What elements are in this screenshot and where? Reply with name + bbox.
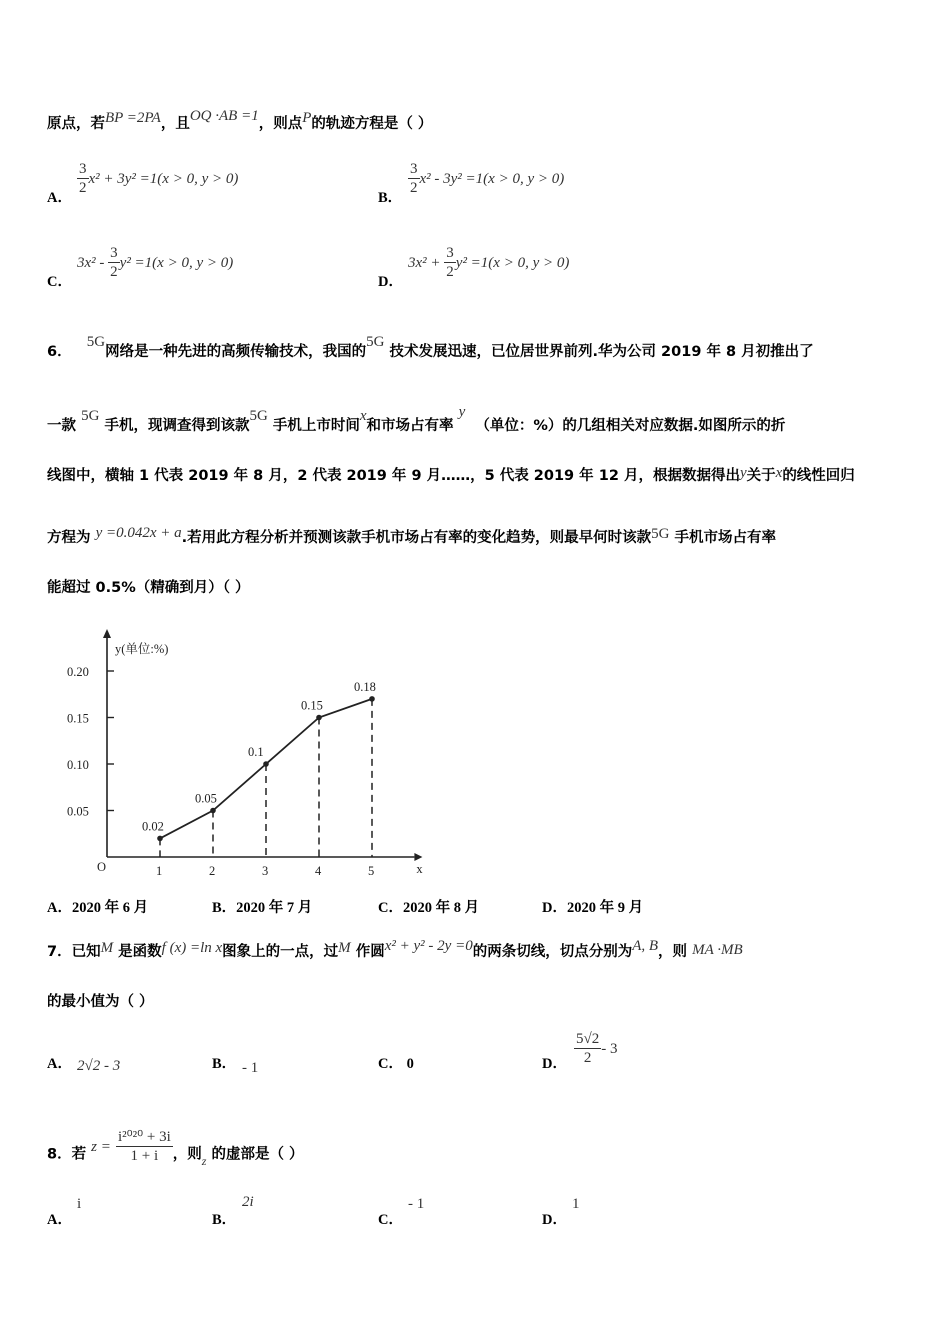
y-axis-label: y(单位:%)	[115, 642, 169, 656]
q5-option-d-expr: 3x² + $\frac{3}{2}$ y² =1(x > 0, y > 0)	[408, 245, 570, 280]
q7-line-1: 7．已知M 是函数f (x) =ln x图象上的一点，过M 作圆x² + y² - 2y =0的两条切线，切点分别为A, B，则 MA ·MB	[47, 938, 743, 960]
data-point	[263, 761, 269, 767]
q6-line-5: 能超过 0.5%（精确到月）（ ）	[47, 580, 250, 596]
data-label: 0.18	[354, 679, 376, 694]
data-point	[210, 808, 216, 814]
q8-line-1: 8．若 z = $\frac{\text{i²⁰²⁰ + 3i}}{1 + i}$ ，则$_z$ 的虚部是（ ）	[47, 1129, 304, 1168]
q5-option-c[interactable]: C．	[47, 274, 72, 290]
q7-option-c[interactable]: C． 0	[378, 1056, 414, 1072]
q7-option-d[interactable]: D．	[542, 1056, 567, 1072]
q5-option-b-expr: $\frac{3}{2}$ x² - 3y² =1(x > 0, y > 0)	[410, 161, 565, 196]
q7-line-2: 的最小值为（ ）	[47, 994, 154, 1010]
x-tick-label: 1	[156, 864, 163, 878]
q8-option-d-expr: 1	[572, 1196, 580, 1212]
q6-line-4: 方程为 y =0.042x + a.若用此方程分析并预测该款手机市场占有率的变化趋势，则最早何时该款5G 手机市场占有率	[47, 525, 777, 546]
q8-option-d[interactable]: D．	[542, 1212, 567, 1228]
data-label: 0.1	[248, 745, 264, 759]
y-tick-label: 0.10	[67, 758, 89, 772]
q5-stem: 原点，若BP =2PA，且OQ ·AB =1，则点P的轨迹方程是（ ）	[47, 108, 433, 132]
x-tick-label: 5	[368, 864, 375, 878]
regression-equation: y =0.042x + a	[95, 525, 182, 541]
q5-option-a-expr: $\frac{3}{2}$ x² + 3y² =1(x > 0, y > 0)	[79, 161, 239, 196]
q7-option-a[interactable]: A．	[47, 1056, 72, 1072]
q8-option-c[interactable]: C．	[378, 1212, 403, 1228]
origin-label: O	[97, 860, 107, 874]
q8-option-b-expr: 2i	[242, 1194, 254, 1210]
q6-line-2: 一款 5G 手机，现调查得到该款5G 手机上市时间x和市场占有率 y （单位：%）的几组相关对应数据.如图所示的折	[47, 404, 786, 434]
q8-option-b[interactable]: B．	[212, 1212, 237, 1228]
x-axis-arrow	[414, 853, 422, 861]
q8-option-a[interactable]: A．	[47, 1212, 72, 1228]
q7-option-b[interactable]: B．	[212, 1056, 237, 1072]
data-label: 0.15	[301, 698, 323, 713]
q5-option-b[interactable]: B．	[378, 190, 403, 206]
q6-option-d[interactable]: D．2020 年 9 月	[542, 900, 644, 916]
q5-option-d[interactable]: D．	[378, 274, 403, 290]
y-tick-label: 0.20	[67, 665, 89, 679]
x-tick-label: 2	[209, 864, 216, 878]
data-label: 0.05	[195, 791, 217, 806]
x-tick-label: 3	[262, 864, 269, 878]
y-tick-label: 0.05	[67, 804, 89, 819]
q6-option-a[interactable]: A．2020 年 6 月	[47, 900, 149, 916]
q6-line-3: 线图中，横轴 1 代表 2019 年 8 月，2 代表 2019 年 9 月……，5 代表 2019 年 12 月，根据数据得出y关于x的线性回归	[47, 465, 855, 484]
y-axis-arrow	[103, 629, 111, 638]
y-tick-label: 0.15	[67, 711, 89, 726]
q6-option-b[interactable]: B．2020 年 7 月	[212, 900, 313, 916]
data-point	[369, 696, 375, 702]
q7-option-b-expr: - 1	[242, 1060, 259, 1076]
q8-option-a-expr: i	[77, 1196, 82, 1212]
x-tick-label: 4	[315, 864, 322, 878]
q6-option-c[interactable]: C．2020 年 8 月	[378, 900, 480, 916]
data-point	[316, 715, 322, 721]
data-point	[157, 836, 163, 842]
q8-option-c-expr: - 1	[408, 1196, 425, 1212]
line-chart	[55, 625, 435, 885]
x-axis-label: x	[416, 862, 423, 876]
q5-option-c-expr: 3x² - $\frac{3}{2}$ y² =1(x > 0, y > 0)	[77, 245, 234, 280]
q5-option-a[interactable]: A．	[47, 190, 72, 206]
data-label: 0.02	[142, 819, 164, 834]
q7-option-d-expr: $\frac{5√2}{2}$ - 3	[576, 1031, 618, 1066]
q6-line-1: 6． 5G网络是一种先进的高频传输技术，我国的5G 技术发展迅速，已位居世界前列.华为公司 2019 年 8 月初推出了	[47, 334, 814, 360]
q7-option-a-expr: 2√2 - 3	[77, 1058, 121, 1074]
